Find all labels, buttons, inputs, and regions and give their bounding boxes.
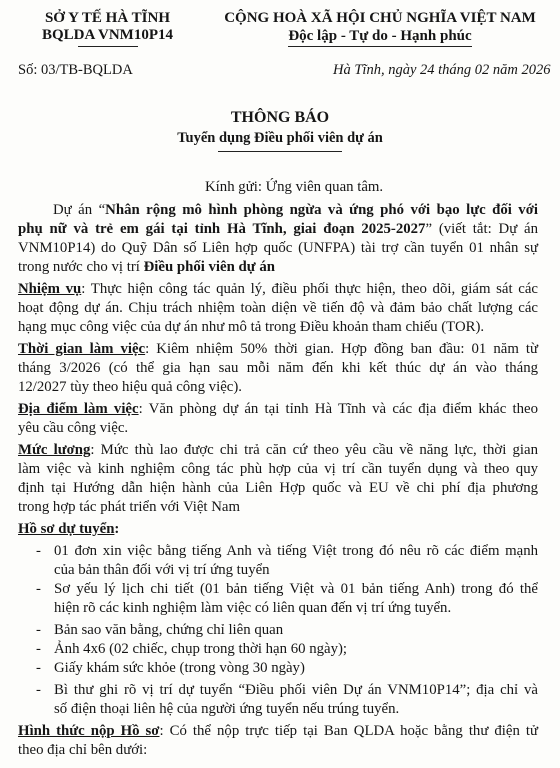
document-number: Số: 03/TB-BQLDA bbox=[18, 62, 133, 78]
dossier-item-3: Bản sao văn bằng, chứng chỉ liên quan bbox=[54, 622, 284, 638]
org-line-2: BQLDA VNM10P14 bbox=[42, 27, 173, 43]
document-title: THÔNG BÁO bbox=[230, 109, 330, 126]
dossier-item-4-bullet: - bbox=[36, 641, 41, 657]
intro-line-4: trong nước cho vị trí Điều phối viên dự án bbox=[18, 259, 275, 275]
dossier-item-6-line-1: Bì thư ghi rõ vị trí dự tuyển “Điều phối viên Dự án VNM10P14”; địa chỉ và bbox=[54, 682, 538, 698]
salary-line-1: Mức lương: Mức thù lao được chi trả căn cứ theo yêu cầu về năng lực, thời gian bbox=[18, 442, 538, 458]
submission-line-1: Hình thức nộp Hồ sơ: Có thể nộp trực tiếp tại Ban QLDA hoặc bằng thư điện tử bbox=[18, 723, 538, 739]
org-underline bbox=[78, 46, 138, 47]
org-line-1: SỞ Y TẾ HÀ TĨNH bbox=[44, 10, 171, 26]
worktime-line-3: 12/2027 tùy theo hiệu quả công việc). bbox=[18, 379, 242, 395]
issuing-organization bbox=[10, 10, 205, 47]
salary-label: Mức lương bbox=[18, 442, 91, 458]
dossier-item-5: Giấy khám sức khỏe (trong vòng 30 ngày) bbox=[54, 660, 305, 676]
salary-line-3: định tại Hướng dẫn hiện hành của Liên Hợp quốc và EU về chi phí địa phương bbox=[18, 480, 538, 496]
duties-line-1: Nhiệm vụ: Thực hiện công tác quản lý, điều phối thực hiện, theo dõi, giám sát các bbox=[18, 281, 538, 297]
salary-line-2: làm việc và kinh nghiệm công tác phù hợp của vị trí cần tuyển dụng và theo quy bbox=[18, 461, 538, 477]
dossier-item-1-line-1: 01 đơn xin việc bằng tiếng Anh và tiếng Việt trong đó nêu rõ các điểm mạnh bbox=[54, 543, 538, 559]
intro-line-2: phụ nữ và trẻ em gái tại tỉnh Hà Tĩnh, giai đoạn 2025-2027” (viết tắt: Dự án bbox=[18, 221, 539, 237]
dossier-label: Hồ sơ dự tuyển bbox=[18, 521, 115, 537]
dossier-item-2-bullet: - bbox=[36, 581, 41, 597]
salary-line-4: trong hợp tác phát triển với Việt Nam bbox=[18, 499, 241, 515]
dossier-item-1-bullet: - bbox=[36, 543, 41, 559]
dossier-item-2-line-1: Sơ yếu lý lịch chi tiết (01 bản tiếng Việt và 01 bản tiếng Anh) trong đó thể bbox=[54, 581, 538, 597]
national-header bbox=[205, 10, 555, 47]
submission-line-2: theo địa chỉ bên dưới: bbox=[18, 742, 148, 758]
subtitle-underline bbox=[218, 151, 342, 152]
dossier-item-6-line-2: số điện thoại liên hệ của người ứng tuyển nếu trúng tuyển. bbox=[54, 701, 400, 717]
intro-line-1: Dự án “Nhân rộng mô hình phòng ngừa và ứng phó với bạo lực đối với bbox=[53, 202, 539, 218]
place-and-date: Hà Tĩnh, ngày 24 tháng 02 năm 2026 bbox=[333, 62, 551, 78]
intro-line-3: VNM10P14) do Quỹ Dân số Liên hợp quốc (UNFPA) tài trợ cần tuyển 01 nhân sự bbox=[18, 240, 538, 256]
duties-line-3: hạng mục công việc của dự án như mô tả trong Điều khoản tham chiếu (TOR). bbox=[18, 319, 485, 335]
nation-name: CỘNG HOÀ XÃ HỘI CHỦ NGHĨA VIỆT NAM bbox=[224, 10, 536, 26]
document-subtitle: Tuyển dụng Điều phối viên dự án bbox=[177, 130, 383, 146]
location-line-2: yêu cầu công việc. bbox=[18, 420, 129, 436]
worktime-label: Thời gian làm việc bbox=[18, 341, 146, 357]
dossier-item-6-bullet: - bbox=[36, 682, 41, 698]
location-label: Địa điểm làm việc bbox=[18, 401, 139, 417]
dossier-item-4: Ảnh 4x6 (02 chiếc, chụp trong thời hạn 60 ngày); bbox=[54, 641, 348, 657]
duties-line-2: hoạt động dự án. Chịu trách nhiệm toàn diện về tiến độ và đảm bảo chất lượng các bbox=[18, 300, 538, 316]
dossier-item-5-bullet: - bbox=[36, 660, 41, 676]
submission-label: Hình thức nộp Hồ sơ bbox=[18, 723, 160, 739]
location-line-1: Địa điểm làm việc: Văn phòng dự án tại tỉnh Hà Tĩnh và các địa điểm khác theo bbox=[18, 401, 538, 417]
dossier-item-1-line-2: của bản thân đối với vị trí ứng tuyển bbox=[54, 562, 270, 578]
duties-label: Nhiệm vụ bbox=[18, 281, 82, 297]
worktime-line-1: Thời gian làm việc: Kiêm nhiệm 50% thời gian. Hợp đồng ban đầu: 01 năm từ bbox=[18, 341, 538, 357]
dossier-heading: Hồ sơ dự tuyển: bbox=[18, 521, 120, 537]
salutation: Kính gửi: Ứng viên quan tâm. bbox=[205, 179, 384, 195]
worktime-line-2: tháng 3/2026 (có thể gia hạn sau mỗi năm đến khi kết thúc dự án vào tháng bbox=[18, 360, 538, 376]
dossier-item-3-bullet: - bbox=[36, 622, 41, 638]
dossier-item-2-line-2: hiện rõ các kinh nghiệm làm việc có liên quan đến vị trí ứng tuyển. bbox=[54, 600, 452, 616]
national-motto: Độc lập - Tự do - Hạnh phúc bbox=[288, 28, 471, 47]
